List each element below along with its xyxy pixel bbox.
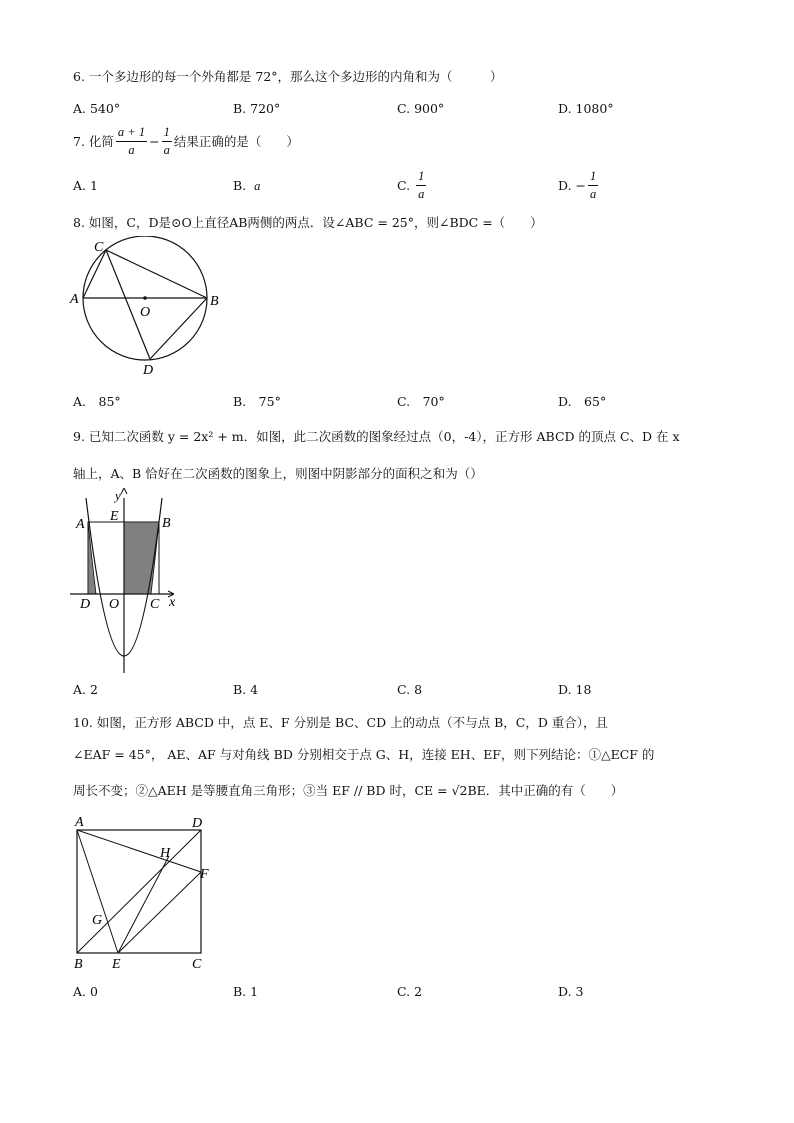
q6-option-a: A. 540° [73,101,121,116]
q7-option-d-fraction [588,170,598,200]
q9-label-y: y [115,488,121,503]
q8-label-o: O [140,305,151,320]
q7-option-c [397,170,428,200]
q8-chord-ca [83,250,106,298]
q10-diagonal-bd [77,830,201,953]
q9-stem-line1: 9. 已知二次函数 y = 2x² + m．如图，此二次函数的图象经过点（0，-4），正方形 ABCD 的顶点 C、D 在 x [73,429,680,444]
q9-option-d: D. 18 [558,682,592,697]
q10-label-e: E [112,957,121,972]
q7-frac2-num: 1 [162,126,172,142]
q9-y-arrow-right [124,488,127,494]
q6-option-d: D. 1080° [558,101,614,116]
q7-option-d-den: a [590,186,597,201]
q7-option-b-label: B. [233,178,247,193]
q7-minus: − [149,133,160,149]
q9-label-a: A [76,517,85,532]
q7-option-d [558,170,600,200]
q9-option-a: A. 2 [73,682,98,697]
q10-label-a: A [75,815,84,830]
q10-label-d: D [192,816,203,831]
q10-option-b: B. 1 [233,984,259,999]
q9-y-arrow-left [121,488,124,494]
q10-line-ef [118,872,201,953]
q7-frac2-den: a [163,142,170,157]
q9-option-c: C. 8 [397,682,423,697]
q7-fraction-1 [116,126,147,156]
q9-label-e: E [110,509,119,524]
q10-line-af [77,830,201,872]
q7-option-d-label: D. [558,177,572,193]
q8-option-b: B. 75° [233,394,281,409]
q10-label-b: B [74,957,83,972]
q9-parabola-figure [70,488,190,673]
q7-option-a: A. 1 [73,178,98,193]
q7-frac1-num: a + 1 [116,126,147,142]
q7-option-c-num: 1 [416,170,426,186]
q10-label-f: F [200,867,209,882]
q10-line-ae [77,830,118,953]
q9-label-x: x [169,595,176,610]
q6-stem: 6. 一个多边形的每一个外角都是 72°，那么这个多边形的内角和为（ ） [73,69,503,84]
q9-label-c: C [150,597,160,612]
q9-label-b: B [162,516,171,531]
q7-option-d-sign: − [575,177,587,193]
q8-option-d: D. 65° [558,394,607,409]
q7-prefix: 7. 化简 [73,134,114,149]
q7-option-d-num: 1 [588,170,598,186]
q10-stem-line2: ∠EAF = 45°， AE、AF 与对角线 BD 分别相交于点 G、H，连接 EH、EF，则下列结论：①△ECF 的 [73,747,655,762]
q9-shaded-left [88,522,96,594]
q7-stem [73,126,299,156]
q8-label-c: C [94,240,104,255]
q8-stem: 8. 如图，C，D是⊙O上直径AB两侧的两点．设∠ABC = 25°，则∠BDC =（ ） [73,215,543,230]
q7-option-c-den: a [418,186,425,201]
q6-option-b: B. 720° [233,101,281,116]
q10-option-a: A. 0 [73,984,98,999]
q7-suffix: 结果正确的是（ ） [173,134,299,149]
q9-label-o: O [109,597,120,612]
q7-option-b-value: a [254,179,261,193]
q10-option-c: C. 2 [397,984,423,999]
q10-label-h: H [160,846,171,861]
q8-center-dot [143,296,147,300]
q9-label-d: D [80,597,91,612]
q10-stem-line3: 周长不变；②△AEH 是等腰直角三角形；③当 EF // BD 时，CE = √2BE．其中正确的有（ ） [73,783,624,798]
q7-option-c-fraction [416,170,426,200]
q10-option-d: D. 3 [558,984,584,999]
q8-label-a: A [70,292,79,307]
q8-label-d: D [143,363,154,378]
q10-label-c: C [192,957,202,972]
q10-label-g: G [92,913,103,928]
q9-stem-line2: 轴上，A、B 恰好在二次函数的图象上，则图中阴影部分的面积之和为（） [73,466,483,481]
q8-label-b: B [210,294,219,309]
q8-option-c: C. 70° [397,394,445,409]
q8-circle-figure [66,236,226,381]
q7-option-c-label: C. [397,177,411,193]
q6-option-c: C. 900° [397,101,445,116]
q10-stem-line1: 10. 如图，正方形 ABCD 中，点 E、F 分别是 BC、CD 上的动点（不与点 B，C，D 重合），且 [73,715,609,730]
q9-option-b: B. 4 [233,682,259,697]
q7-option-b [233,178,260,194]
q10-square-figure [66,812,226,972]
q7-fraction-2 [162,126,172,156]
q7-frac1-den: a [128,142,135,157]
q8-option-a: A. 85° [73,394,121,409]
